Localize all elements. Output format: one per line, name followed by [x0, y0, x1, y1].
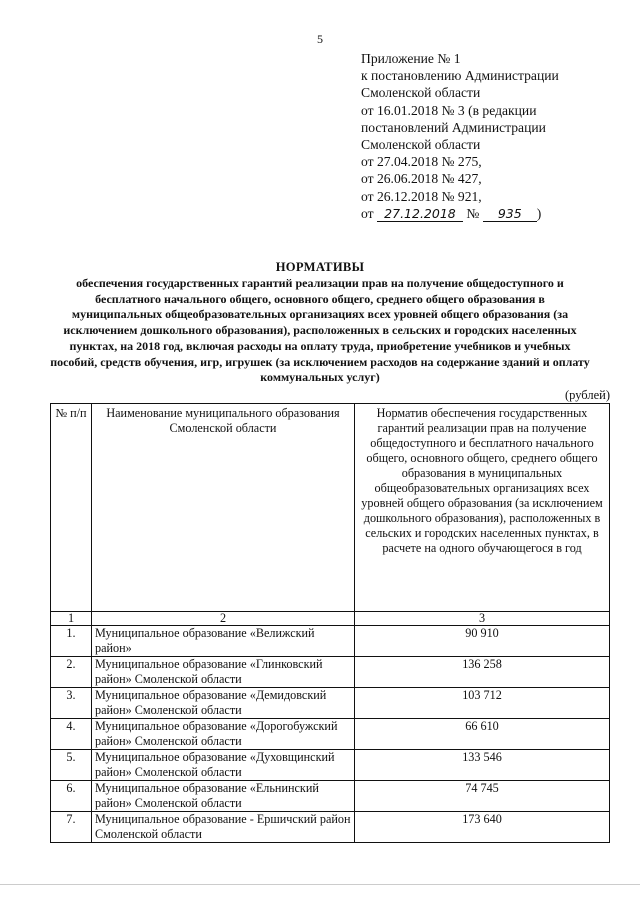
column-number: 3 — [355, 612, 610, 626]
table-row — [51, 719, 610, 750]
appendix-signature-line — [361, 205, 631, 222]
header-norm: Норматив обеспечения государственных гарантий реализации прав на получение общедоступного и бесплатного начального общего, основного общего, среднего общего образования в муниципальных общеобразовательных организациях всех уровней общего образования (за исключением дошкольного образования), расположенных в сельских и городских населенных пунктах, в расчете на одного обучающегося в год — [355, 404, 610, 612]
appendix-line: от 16.01.2018 № 3 (в редакции — [361, 102, 537, 118]
units-label: (рублей) — [564, 388, 610, 402]
row-value: 74 745 — [355, 781, 610, 812]
table-row — [51, 750, 610, 781]
row-name: Муниципальное образование «Ельнинский район» Смоленской области — [92, 781, 355, 812]
table-row — [51, 657, 610, 688]
appendix-line: Смоленской области — [361, 85, 481, 101]
row-number: 4. — [51, 719, 92, 750]
appendix-line: постановлений Администрации — [361, 119, 546, 135]
closing-paren: ) — [536, 205, 542, 221]
document-subtitle: обеспечения государственных гарантий реализации прав на получение общедоступного и бесплатного начального общего, основного общего, среднего общего образования в муниципальных общеобразовательных организациях всех уровней общего образования (за исключением дошкольного образования), расположенных в сельских и городских населенных пунктах, на 2018 год, включая расходы на оплату труда, приобретение учебников и учебных пособий, средств обучения, игр, игрушек (за исключением расходов на содержание зданий и оплату коммунальных услуг) — [50, 276, 590, 385]
document-title: НОРМАТИВЫ — [275, 260, 365, 274]
scan-edge-rule — [0, 884, 640, 885]
row-value: 103 712 — [355, 688, 610, 719]
appendix-line: к постановлению Администрации — [361, 68, 559, 84]
table-row — [51, 781, 610, 812]
row-number: 1. — [51, 626, 92, 657]
number-sign: № — [466, 205, 480, 221]
appendix-line: от 26.12.2018 № 921, — [361, 188, 482, 204]
appendix-line: от 27.04.2018 № 275, — [361, 154, 482, 170]
row-number: 2. — [51, 657, 92, 688]
row-name: Муниципальное образование «Духовщинский район» Смоленской области — [92, 750, 355, 781]
row-number: 3. — [51, 688, 92, 719]
row-value: 136 258 — [355, 657, 610, 688]
column-number-row — [51, 612, 610, 626]
appendix-block — [361, 50, 631, 222]
column-number: 2 — [92, 612, 355, 626]
row-name: Муниципальное образование «Глинковский район» Смоленской области — [92, 657, 355, 688]
row-value: 66 610 — [355, 719, 610, 750]
column-number: 1 — [51, 612, 92, 626]
row-number: 5. — [51, 750, 92, 781]
row-name: Муниципальное образование «Дорогобужский район» Смоленской области — [92, 719, 355, 750]
handwritten-date: 27.12.2018 — [377, 207, 463, 222]
appendix-line: Приложение № 1 — [361, 51, 461, 66]
appendix-line: от 26.06.2018 № 427, — [361, 171, 482, 187]
page-number: 5 — [317, 32, 323, 46]
appendix-prefix: от — [361, 205, 374, 221]
header-number: № п/п — [51, 404, 92, 612]
row-value: 90 910 — [355, 626, 610, 657]
table-row — [51, 626, 610, 657]
table-row — [51, 812, 610, 843]
row-value: 133 546 — [355, 750, 610, 781]
row-number: 6. — [51, 781, 92, 812]
row-name: Муниципальное образование «Демидовский район» Смоленской области — [92, 688, 355, 719]
table-row — [51, 688, 610, 719]
row-name: Муниципальное образование «Велижский район» — [92, 626, 355, 657]
row-value: 173 640 — [355, 812, 610, 843]
row-name: Муниципальное образование - Ершичский район Смоленской области — [92, 812, 355, 843]
row-number: 7. — [51, 812, 92, 843]
appendix-line: Смоленской области — [361, 137, 481, 153]
header-name: Наименование муниципального образования Смоленской области — [92, 404, 355, 612]
norms-table — [50, 403, 610, 843]
handwritten-number: 935 — [483, 207, 537, 222]
table-header-row — [51, 404, 610, 612]
